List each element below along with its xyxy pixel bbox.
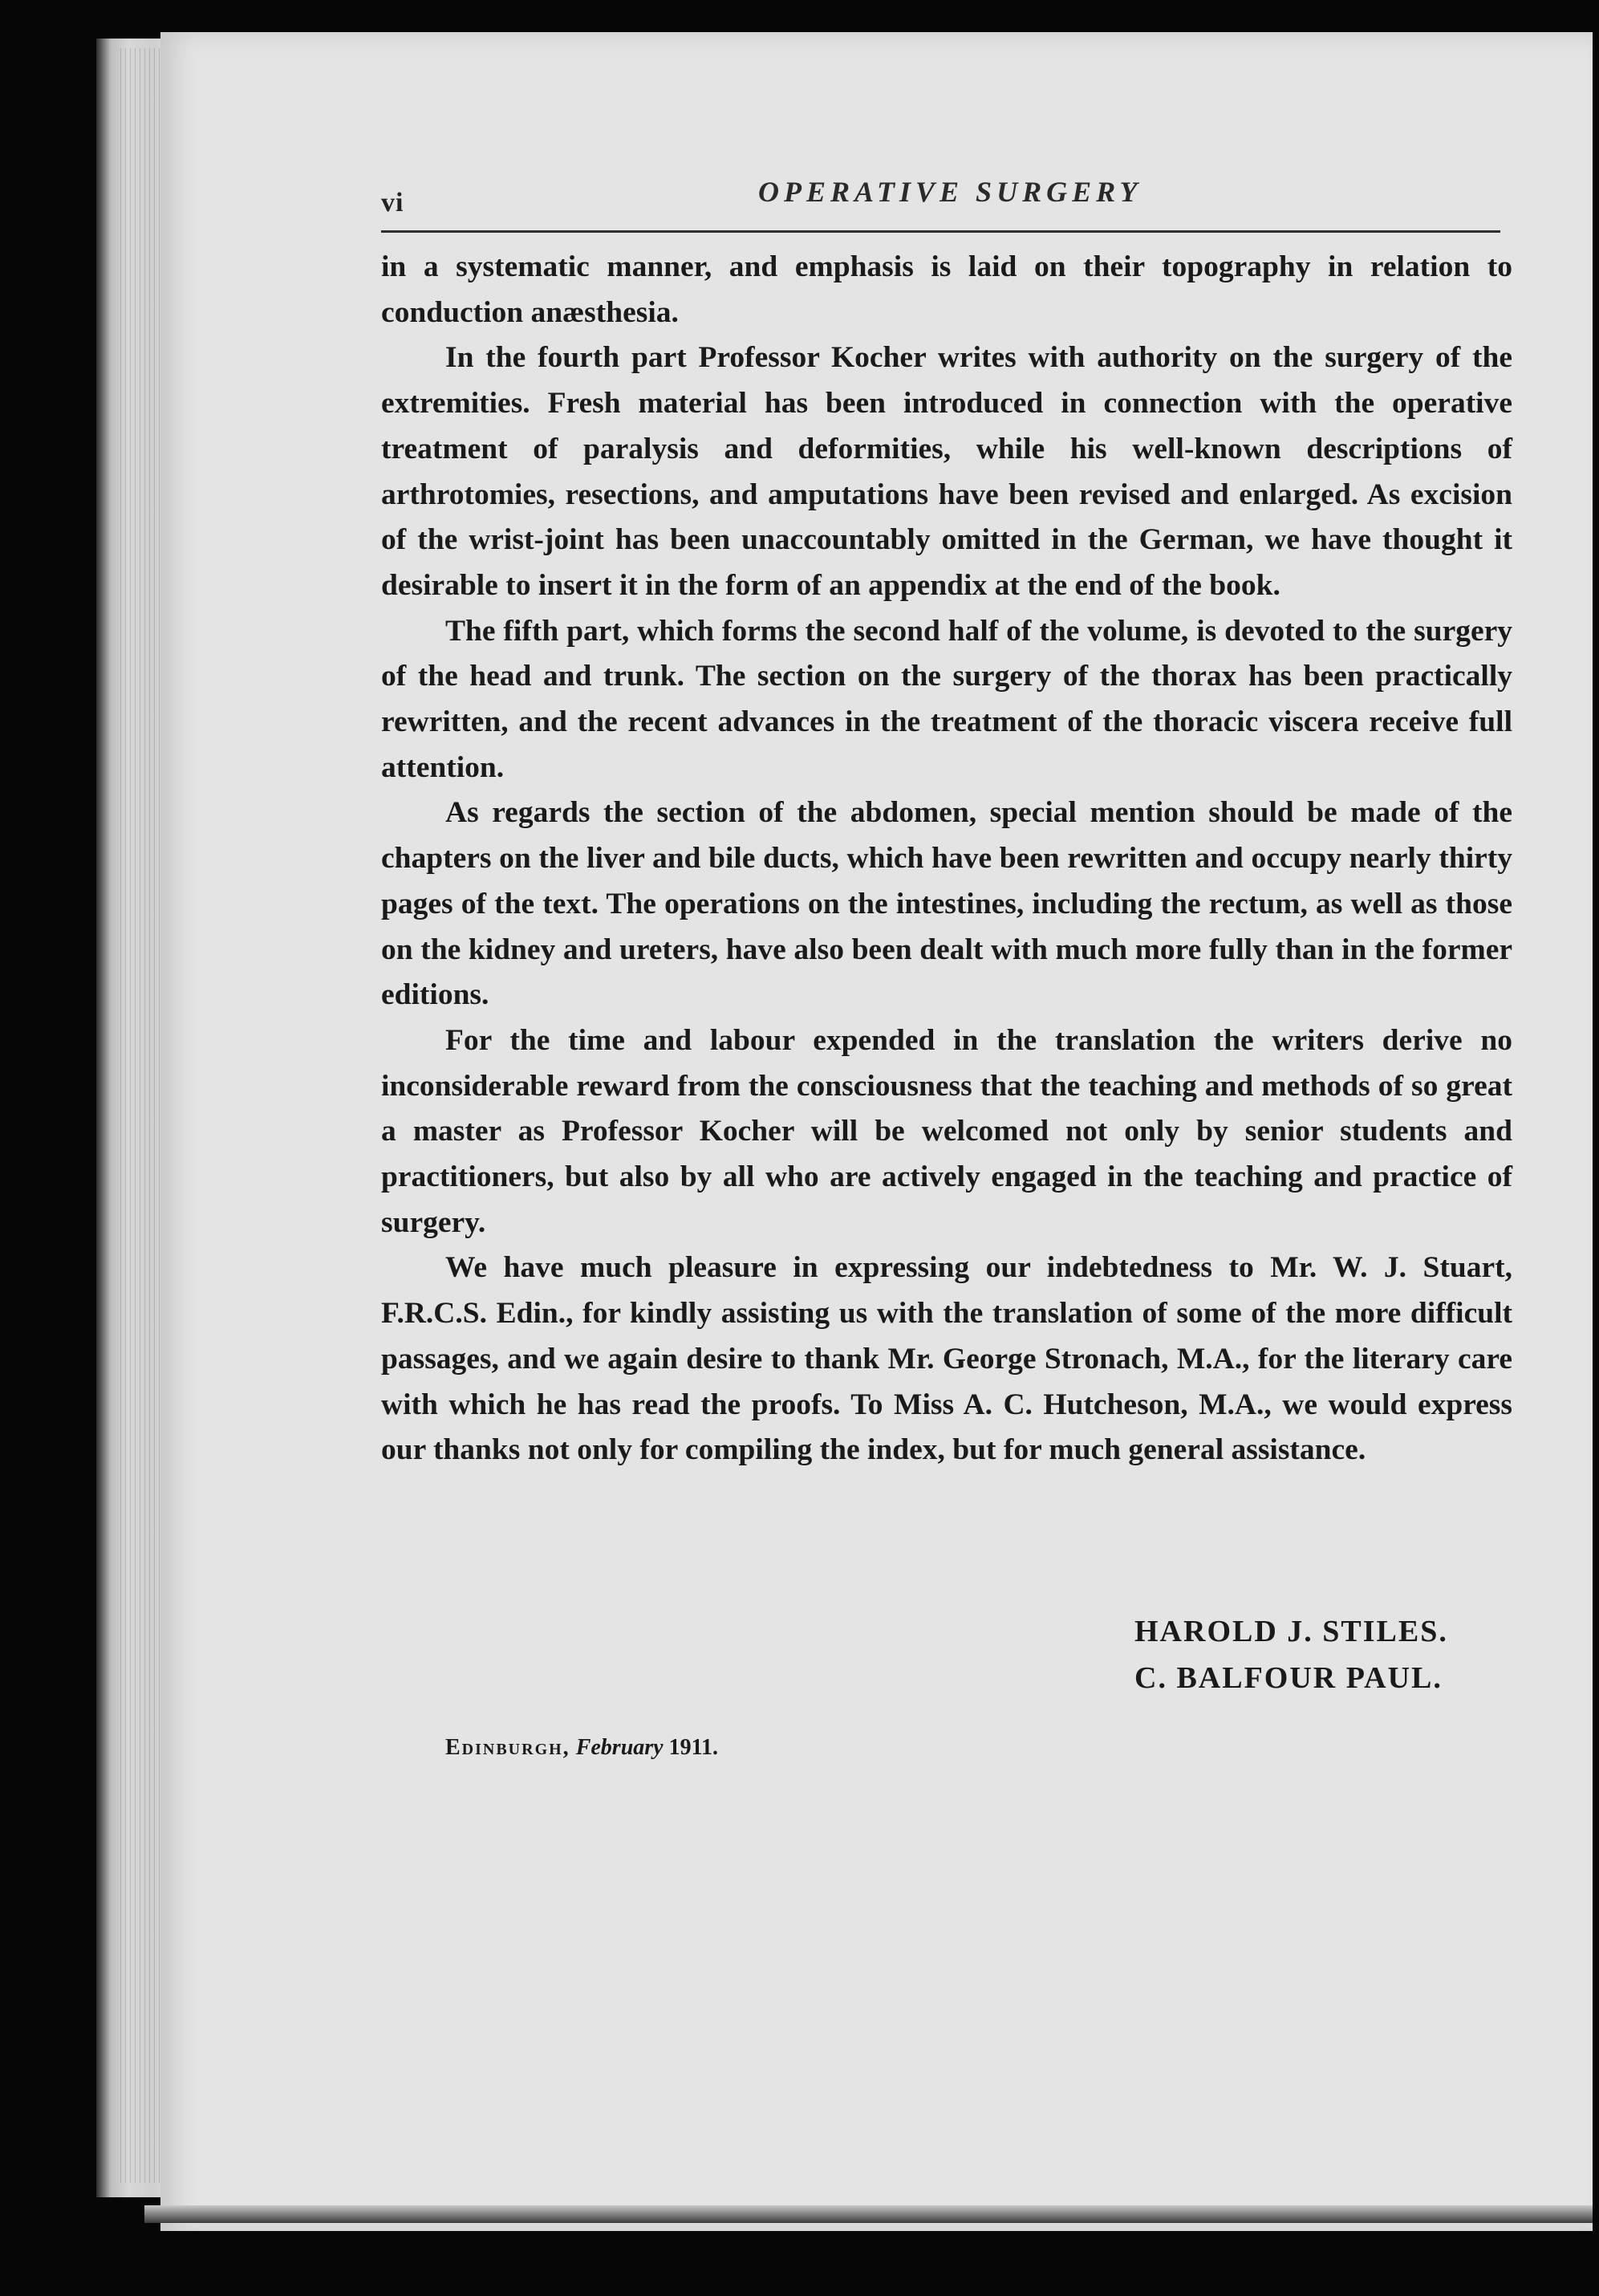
paragraph: The fifth part, which forms the second half of the volume, is devoted to the surgery of the head and trunk. The section on the surgery of the thorax has been practically rewritten, and the recent advances in the treatment of the thoracic viscera receive full attention.	[381, 614, 1512, 784]
paragraph: We have much pleasure in expressing our indebtedness to Mr. W. J. Stuart, F.R.C.S. Edin., for kindly assisting us with the translation of some of the more difficult passages, and we again desire to thank Mr. George Stronach, M.A., for the literary care with which he has read the proofs. To Miss A. C. Hutcheson, M.A., we would express our thanks not only for compiling the index, but for much general assistance.	[381, 1251, 1512, 1467]
dateline-place: Edinburgh,	[445, 1735, 570, 1760]
page-header	[381, 175, 1500, 223]
signature-block	[1134, 1608, 1448, 1701]
paragraph: For the time and labour expended in the translation the writers derive no inconsiderable reward from the consciousness that the teaching and methods of so great a master as Professor Kocher will be welcomed not only by senior students and practitioners, but also by all who are actively engaged in the teaching and practice of surgery.	[381, 1023, 1512, 1239]
running-title: OPERATIVE SURGERY	[758, 176, 1142, 208]
signature-line: HAROLD J. STILES.	[1134, 1615, 1448, 1648]
signature-line: C. BALFOUR PAUL.	[1134, 1661, 1443, 1695]
paragraph: In the fourth part Professor Kocher writes with authority on the surgery of the extremities. Fresh material has been introduced in connection with the operative treatment of paralysis and deformities, while his well-known descriptions of arthrotomies, resections, and amputations have been revised and enlarged. As excision of the wrist-joint has been unaccountably omitted in the German, we have thought it desirable to insert it in the form of an appendix at the end of the book.	[381, 341, 1512, 602]
header-rule	[381, 230, 1500, 233]
page-number: vi	[381, 188, 404, 217]
paragraph: in a systematic manner, and emphasis is laid on their topography in relation to conduction anæsthesia.	[381, 250, 1512, 329]
page-bottom-edge	[144, 2205, 1593, 2223]
dateline-year: 1911.	[668, 1735, 719, 1760]
body-text	[381, 245, 1512, 1473]
dateline-month: February	[575, 1735, 664, 1760]
paragraph: As regards the section of the abdomen, special mention should be made of the chapters on the liver and bile ducts, which have been rewritten and occupy nearly thirty pages of the text. The operations on the intestines, including the rectum, as well as those on the kidney and ureters, have also been dealt with much more fully than in the former editions.	[381, 796, 1512, 1012]
dateline	[445, 1735, 718, 1761]
